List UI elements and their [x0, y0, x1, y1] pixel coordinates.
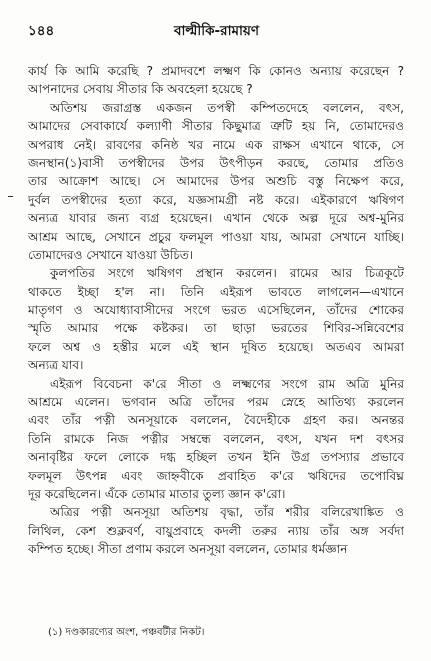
page-number: ১৪৪ — [28, 23, 55, 39]
text-line: তার আক্রোশ আছে। সে আমাদের উপর অশুচি বস্তু নিক্ষেপ করে, — [28, 174, 404, 189]
text-line: ফলমূল উৎপন্ন এবং জাহ্নবীকে প্রবাহিত ক'রে ঋষিদের তপোবিঘ্ন — [28, 468, 404, 483]
text-line: ফলে অশ্ব ও হস্তীর মলে এই স্থান দূষিত হয়েছে। অতএব আমরা — [28, 339, 404, 354]
text-line: থাকতে ইচ্ছা হ'ল না। তিনি এইরূপ ভাবতে লাগলেন—এখানে — [28, 284, 404, 299]
running-title: বাল্মীকি-রামায়ণ — [173, 23, 260, 39]
text-line: এবং তাঁর পত্নী অনসূয়াকে বললেন, বৈদেহীকে গ্রহণ কর। অনন্তর — [28, 413, 404, 428]
text-line: অন্যত্র যাবার জন্য ব্যগ্র হয়েছেন। এখান থেকে অল্প দূরে অশ্ব-মুনির — [28, 211, 404, 226]
text-line: দুর্বল তপস্বীদের হত্যা করে, যজ্ঞসামগ্রী নষ্ট করে। এইকারণে ঋষিগণ — [28, 192, 404, 207]
text-line: অপরাধ নেই। রাবণের কনিষ্ঠ খর নামে এক রাক্ষস এখানে থাকে, সে — [28, 137, 404, 152]
text-line: জনস্থান(১)বাসী তপস্বীদের উপর উৎপীড়ন করছে, তোমার প্রতিও — [28, 155, 404, 170]
text-line: অতিশয় জরাগ্রস্ত একজন তপস্বী কম্পিতদেহে বললেন, বৎস, — [50, 100, 404, 115]
text-line: কুলপতির সংগে ঋষিগণ প্রস্থান করলেন। রামের আর চিত্রকূটে — [50, 266, 404, 281]
page-header — [28, 20, 405, 42]
text-line: তোমাদেরও সেখানে যাওয়া উচিত। — [28, 247, 194, 262]
text-line: দূর করেছিলেন। এঁকে তোমার মাতার তুল্য জ্ঞান ক'রো। — [28, 486, 286, 501]
text-line: লিথিল, কেশ শুক্লবর্ণ, বায়ুপ্রবাহে কদলী তরুর ন্যায় তাঁর অঙ্গ সর্বদা — [28, 523, 404, 538]
text-line: আশ্রমে এলেন। ভগবান অত্রি তাঁদের পরম স্নেহে আতিথ্য করলেন — [28, 395, 404, 410]
text-line: অত্রির পত্নী অনসূয়া অতিশয় বৃদ্ধা, তাঁর শরীর বলিরেখাঙ্কিত ও — [50, 505, 404, 520]
text-line: তিনি রামকে নিজ পত্নীর সম্বন্ধে বললেন, বৎস, যখন দশ বৎসর — [28, 431, 404, 446]
text-line: অনাবৃষ্টির ফলে লোকে দগ্ধ হচ্ছিল তখন ইনি উগ্র তপস্যার প্রভাবে — [28, 450, 404, 465]
text-line: আমাদের সেবাকার্যে কল্যাণী সীতার কিছুমাত্র ত্রুটি হয় নি, তোমাদেরও — [28, 119, 404, 134]
text-line: স্মৃতি আমার পক্ষে কষ্টকর। তা ছাড়া ভরতের শিবির-সন্নিবেশের — [28, 321, 404, 336]
margin-mark — [8, 196, 13, 197]
text-line: মাতৃগণ ও অযোধ্যাবাসীদের সংগে ভরত এসেছিলেন, তাঁদের শোকের — [28, 303, 404, 318]
text-line: আপনাদের সেবায় সীতার কি অবহেলা হয়েছে ? — [28, 82, 253, 97]
text-line: কম্পিত হচ্ছে। সীতা প্রণাম করলে অনসূয়া বললেন, তোমার ধর্মজ্ঞান — [28, 542, 348, 557]
body-text — [28, 62, 404, 559]
text-line: এইরূপ বিবেচনা ক'রে সীতা ও লক্ষ্মণের সংগে রাম অত্রি মুনির — [50, 376, 404, 391]
text-line: অন্যত্র যাব। — [28, 358, 84, 373]
text-line: আশ্রম আছে, সেখানে প্রচুর ফলমূল পাওয়া যায়, আমরা সেখানে যাচ্ছি। — [28, 229, 404, 244]
footnote: (১) দণ্ডকারণ্যের অংশ, পঞ্চবটীর নিকট। — [48, 627, 205, 638]
text-line: কার্য কি আমি করেছি ? প্রমাদবশে লক্ষ্মণ কি কোনও অন্যায় করেছেন ? — [28, 64, 404, 78]
